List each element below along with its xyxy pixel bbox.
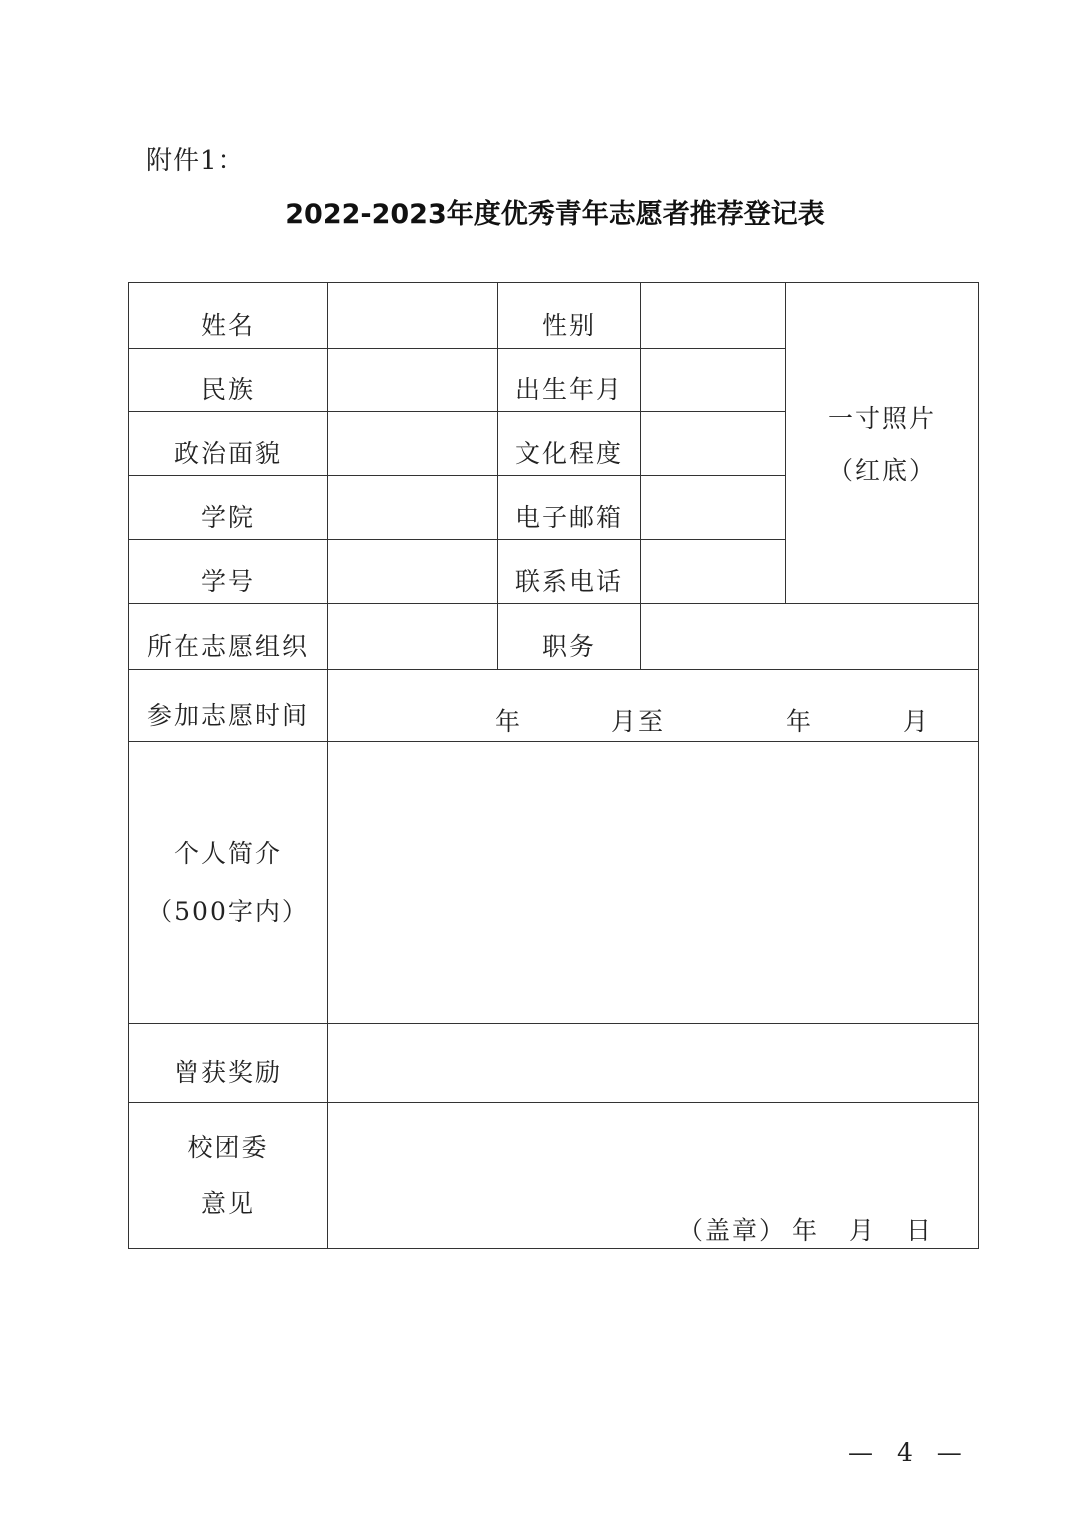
education-label: 文化程度 [498, 412, 641, 476]
email-label: 电子邮箱 [498, 476, 641, 540]
position-label: 职务 [498, 604, 641, 670]
photo-size-text: 一寸照片 [827, 404, 936, 433]
opinion-label-line1: 校团委 [187, 1132, 269, 1162]
ethnicity-field[interactable] [328, 349, 498, 412]
phone-field[interactable] [641, 540, 786, 604]
time-start-month-unit: 月至 [611, 707, 666, 736]
student-id-label: 学号 [129, 540, 328, 604]
name-field[interactable] [328, 283, 498, 349]
photo-background-text: （红底） [827, 456, 936, 485]
stamp-text: （盖章） [678, 1216, 787, 1245]
student-id-field[interactable] [328, 540, 498, 604]
intro-label-main: 个人简介 [173, 838, 282, 868]
birth-field[interactable] [641, 349, 786, 412]
time-start-year-unit: 年 [495, 707, 523, 736]
registration-form-table [128, 282, 979, 1249]
opinion-label [129, 1103, 328, 1249]
page-number: — 4 — [848, 1438, 970, 1467]
stamp-line [328, 1103, 978, 1248]
phone-label: 联系电话 [498, 540, 641, 604]
volunteer-org-field[interactable] [328, 604, 498, 670]
stamp-month-unit: 月 [849, 1216, 877, 1245]
political-status-field[interactable] [328, 412, 498, 476]
name-label: 姓名 [129, 283, 328, 349]
gender-field[interactable] [641, 283, 786, 349]
intro-label [129, 742, 328, 1024]
time-end-year-unit: 年 [786, 707, 814, 736]
time-end-month-unit: 月 [903, 707, 931, 736]
college-label: 学院 [129, 476, 328, 540]
volunteer-time-label: 参加志愿时间 [129, 670, 328, 742]
attachment-label: 附件1： [146, 146, 245, 176]
opinion-label-line2: 意见 [200, 1188, 255, 1218]
volunteer-org-label: 所在志愿组织 [129, 604, 328, 670]
stamp-day-unit: 日 [906, 1216, 934, 1245]
awards-field[interactable] [328, 1024, 979, 1103]
education-field[interactable] [641, 412, 786, 476]
awards-label: 曾获奖励 [129, 1024, 328, 1103]
stamp-year-unit: 年 [792, 1216, 820, 1245]
intro-field[interactable] [328, 742, 979, 1024]
volunteer-time-field[interactable] [328, 670, 979, 742]
ethnicity-label: 民族 [129, 349, 328, 412]
birth-label: 出生年月 [498, 349, 641, 412]
photo-placeholder [786, 283, 979, 604]
college-field[interactable] [328, 476, 498, 540]
intro-label-limit: （500字内） [147, 896, 309, 926]
document-title: 2022-2023年度优秀青年志愿者推荐登记表 [285, 199, 825, 230]
gender-label: 性别 [498, 283, 641, 349]
opinion-field[interactable] [328, 1103, 979, 1249]
email-field[interactable] [641, 476, 786, 540]
political-status-label: 政治面貌 [129, 412, 328, 476]
position-field[interactable] [641, 604, 979, 670]
